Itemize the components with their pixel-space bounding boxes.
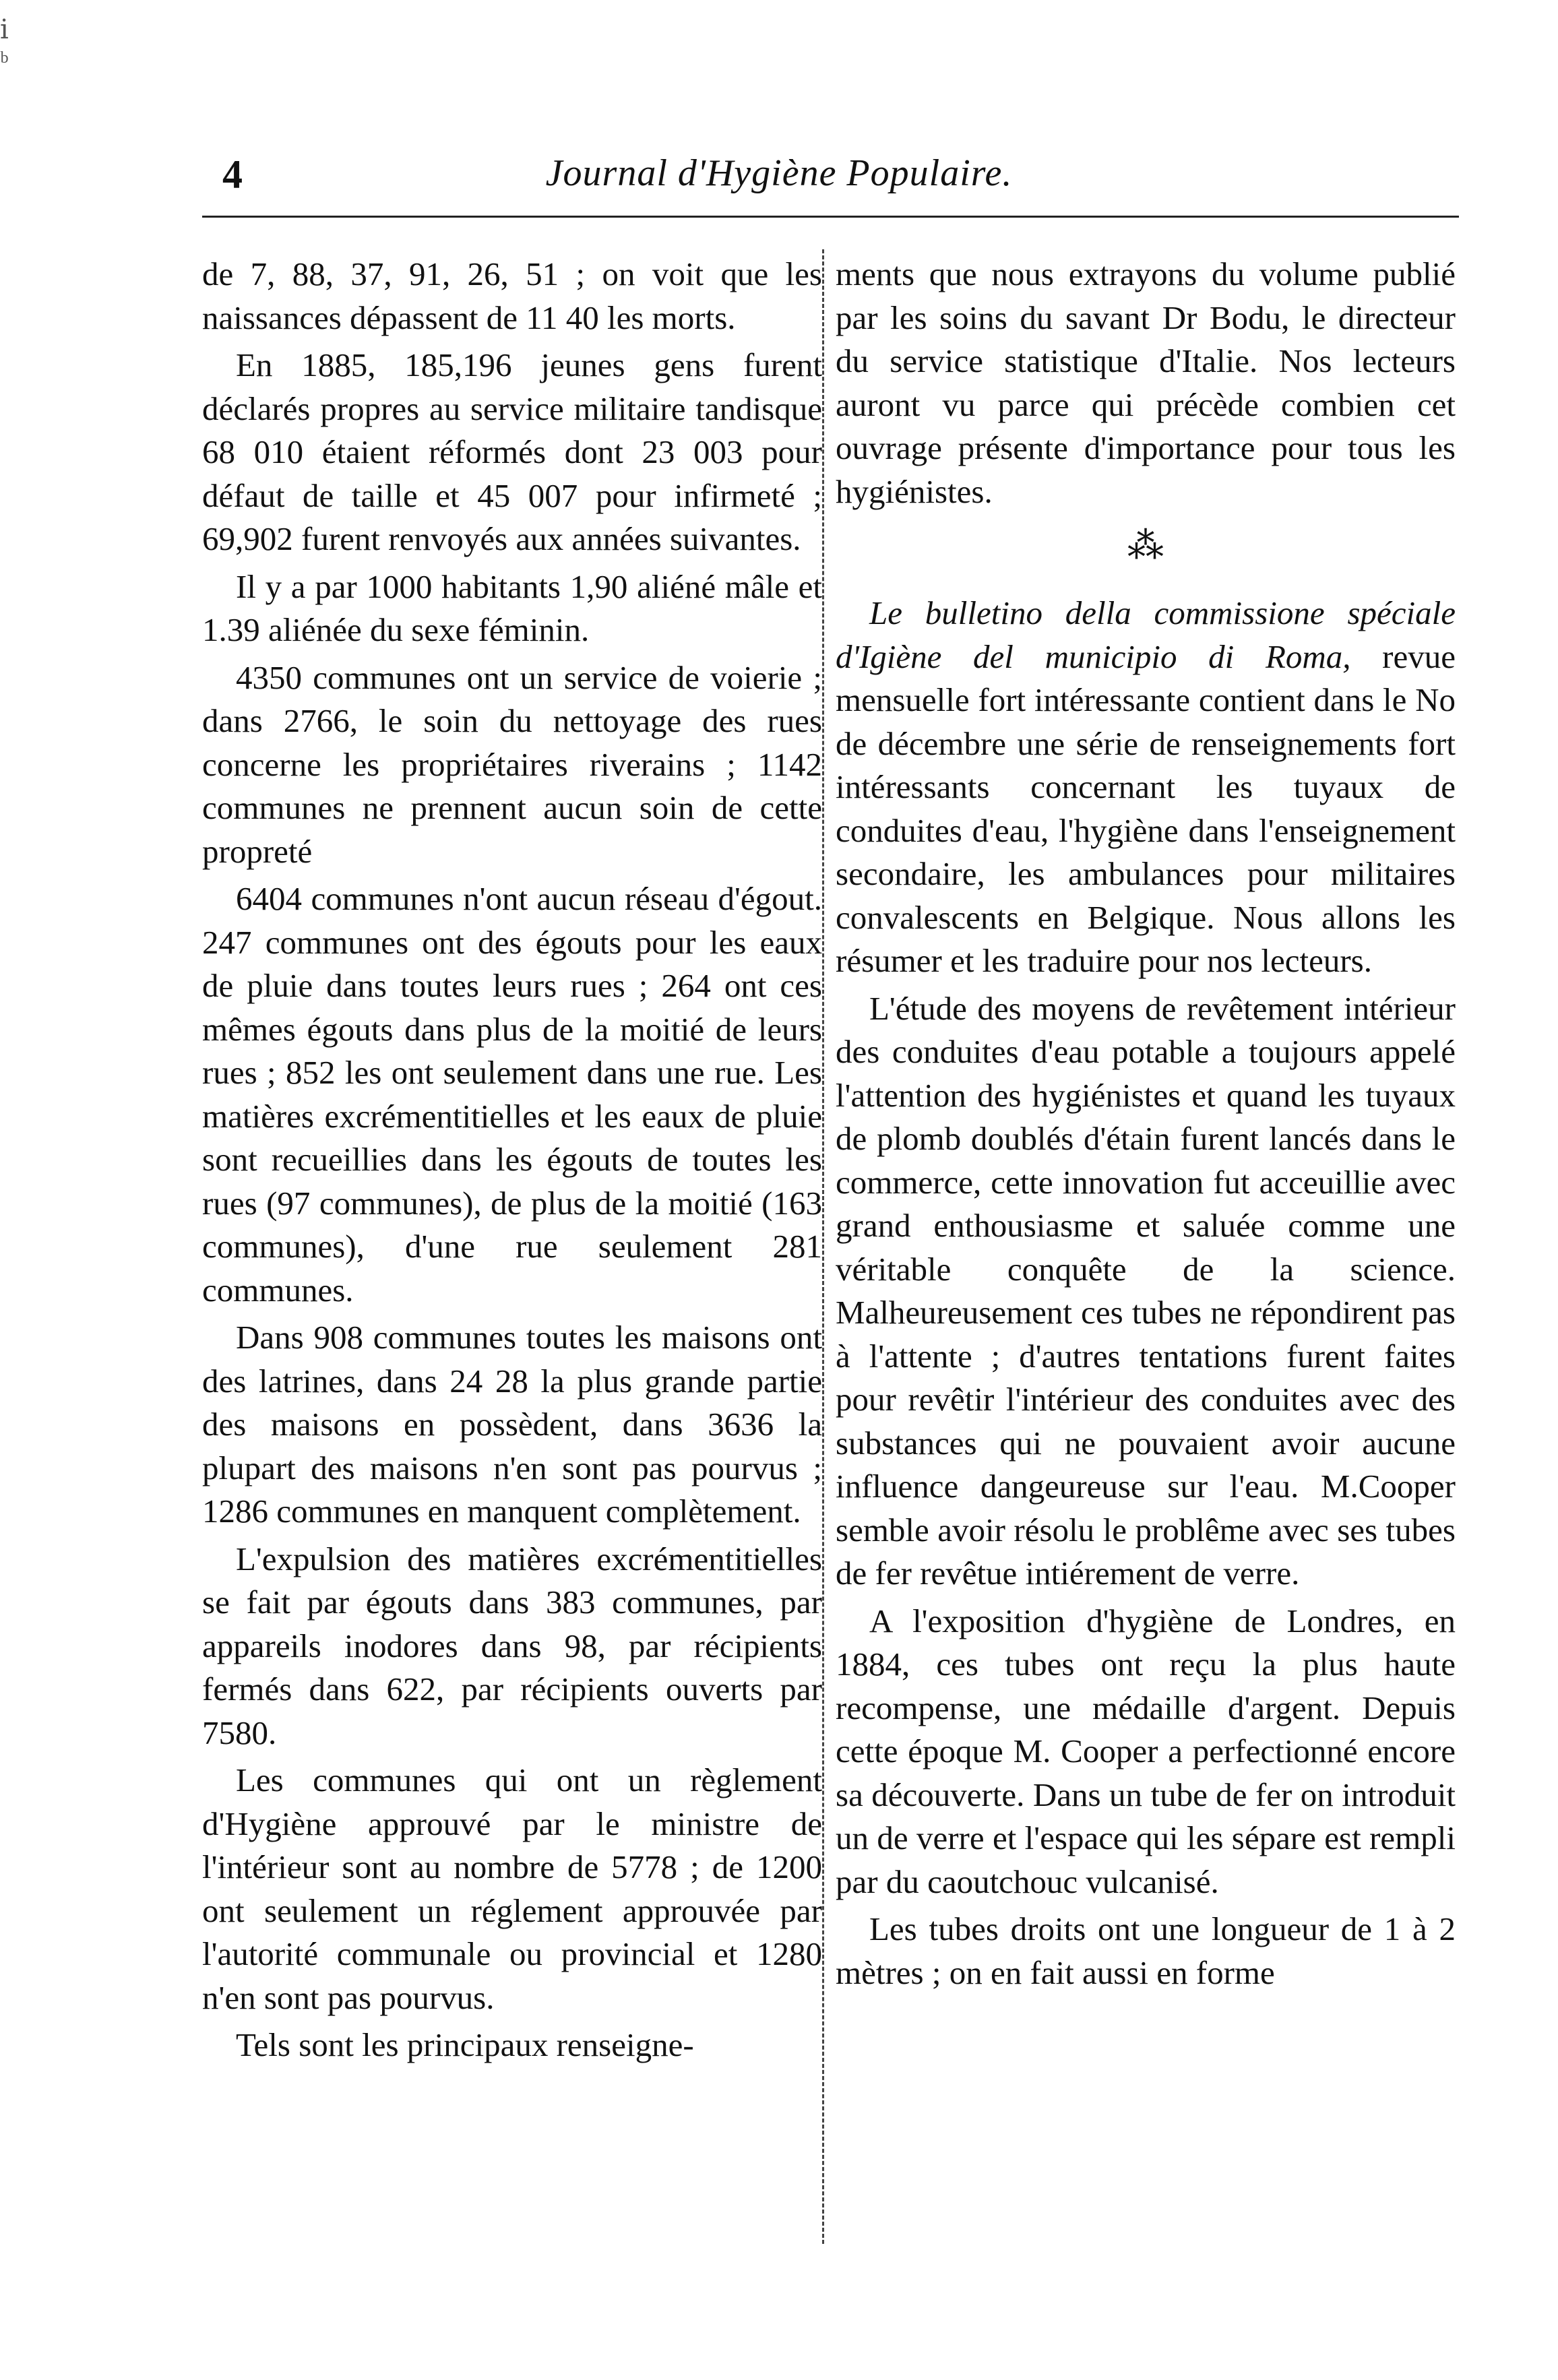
paragraph: de 7, 88, 37, 91, 26, 51 ; on voit que les naissances dépassent de 11 40 les morts. <box>202 255 822 336</box>
asterism-ornament: ⁂ <box>1127 526 1164 566</box>
paragraph: 4350 communes ont un service de voierie ; dans 2766, le soin du nettoyage des rues concerne les propriétaires riverains ; 1142 communes ne prennent aucun soin de cette propreté <box>202 658 822 870</box>
page-number: 4 <box>222 152 243 197</box>
column-divider <box>822 249 824 2244</box>
paragraph: Les tubes droits ont une longueur de 1 à 2 mètres ; on en fait aussi en forme <box>836 1910 1456 1991</box>
left-column <box>202 253 822 2067</box>
paragraph: L'étude des moyens de revêtement intérieur des conduites d'eau potable a toujours appelé l'attention des hygiénistes et quand les tuyaux de plomb doublés d'étain furent lancés dans le commerce, cette innovation fut acceuillie avec grand enthousiasme et saluée comme une véritable conquête de la science. Malheureusement ces tubes ne répondirent pas à l'attente ; d'autres tentations furent faites pour revêtir l'intérieur des conduites avec des substances qui ne pouvaient avoir aucune influence dangeureuse sur l'eau. M.Cooper semble avoir résolu le problême avec ses tubes de fer revêtue intiérement de verre. <box>836 989 1456 1592</box>
right-column <box>836 253 1456 1995</box>
paragraph: Il y a par 1000 habitants 1,90 aliéné mâle et 1.39 aliénée du sexe féminin. <box>202 567 822 648</box>
bulletin-title: Le bulletino della commissione spéciale d'Igiène del municipio di Roma, <box>836 594 1456 675</box>
paragraph: ments que nous extrayons du volume publié par les soins du savant Dr Bodu, le directeur du service statistique d'Italie. Nos lecteurs auront vu parce qui précède combien cet ouvrage présente d'importance pour tous les hygiénistes. <box>836 255 1456 510</box>
paragraph: Les communes qui ont un règlement d'Hygiène approuvé par le ministre de l'intérieur sont au nombre de 5778 ; de 1200 ont seulement un réglement approuvée par l'autorité communale ou provincial et 1280 n'en sont pas pourvus. <box>202 1761 822 2016</box>
paragraph-text: revue mensuelle fort intéressante contient dans le No de décembre une série de renseignements fort intéressants concernant les tuyaux de conduites d'eau, l'hygiène dans l'enseignement secondaire, les ambulances pour militaires convalescents en Belgique. Nous allons les résumer et les traduire pour nos lecteurs. <box>836 637 1456 979</box>
paragraph: A l'exposition d'hygiène de Londres, en 1884, ces tubes ont reçu la plus haute recompense, une médaille d'argent. Depuis cette époque M. Cooper a perfectionné encore sa découverte. Dans un tube de fer on introduit un de verre et l'espace qui les sépare est rempli par du caoutchouc vulcanisé. <box>836 1602 1456 1900</box>
journal-title: Journal d'Hygiène Populaire. <box>545 152 1013 194</box>
header-rule <box>202 216 1459 218</box>
paragraph: L'expulsion des matières excrémentitielles se fait par égouts dans 383 communes, par appareils inodores dans 98, par récipients fermés dans 622, par récipients ouverts par 7580. <box>202 1540 822 1751</box>
paragraph: Dans 908 communes toutes les maisons ont des latrines, dans 24 28 la plus grande partie des maisons en possèdent, dans 3636 la plupart des maisons n'en sont pas pourvus ; 1286 communes en manquent complètement. <box>202 1319 822 1530</box>
margin-marks: ⅰ ᵇ <box>0 14 9 76</box>
paragraph: En 1885, 185,196 jeunes gens furent déclarés propres au service militaire tandisque 68 010 étaient réformés dont 23 003 pour défaut de taille et 45 007 pour infirmeté ; 69,902 furent renvoyés aux années suivantes. <box>202 346 822 557</box>
paragraph <box>836 592 1456 983</box>
paragraph: Tels sont les principaux renseigne- <box>236 2026 694 2063</box>
paragraph: 6404 communes n'ont aucun réseau d'égout. 247 communes ont des égouts pour les eaux de pluie dans toutes leurs rues ; 264 ont ces mêmes égouts dans plus de la moitié de leurs rues ; 852 les ont seulement dans une rue. Les matières excrémentitielles et les eaux de pluie sont recueillies dans les égouts de toutes les rues (97 communes), de plus de la moitié (163 communes), d'une rue seulement 281 communes. <box>202 880 822 1309</box>
